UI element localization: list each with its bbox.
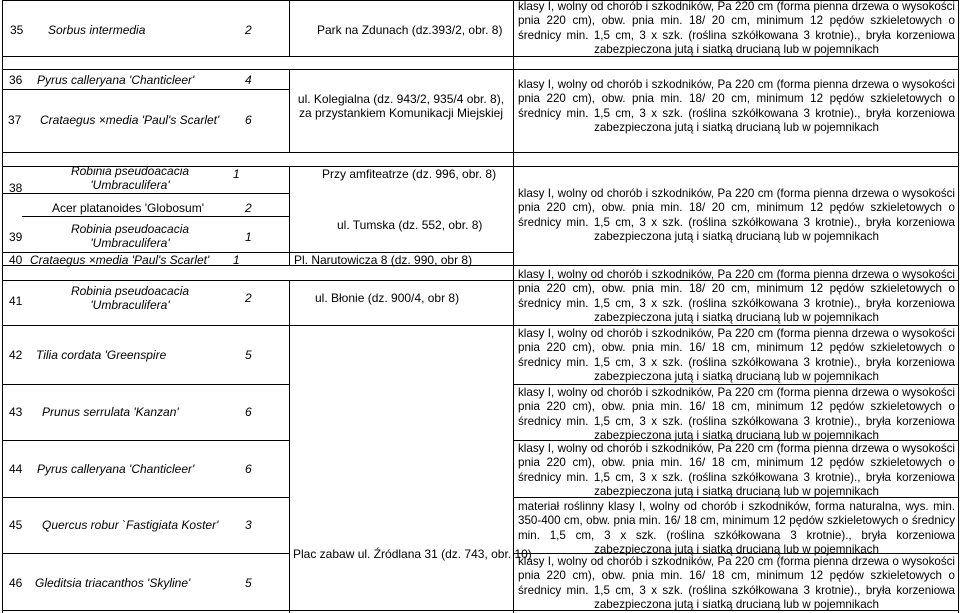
species-name: Robinia pseudoacacia 'Umbraculifera' bbox=[70, 284, 190, 312]
location: ul. Błonie (dz. 900/4, obr 8) bbox=[315, 291, 460, 305]
table-border bbox=[22, 216, 290, 217]
location: Przy amfiteatrze (dz. 996, obr. 8) bbox=[322, 167, 497, 181]
table-border bbox=[2, 553, 290, 554]
quantity: 5 bbox=[245, 576, 252, 590]
table-border bbox=[289, 69, 290, 152]
specification: materiał roślinny klasy I, wolny od chorób i szkodników, forma naturalna, wys. min. 350-400 cm, obw. pnia min. 16/ 18 cm, minimum 12 pędów szkieletowych o średnicy min. 1,5 cm, 3 x szk. (roślina szkółkowana 3 krotnie)., bryła korzeniowa zabezpieczona jutą i siatką drucianą lub w pojemnikach bbox=[518, 500, 955, 556]
table-border bbox=[2, 89, 290, 90]
row-number: 40 bbox=[9, 253, 23, 267]
quantity: 2 bbox=[245, 291, 252, 305]
species-name: Pyrus calleryana 'Chanticleer' bbox=[37, 73, 195, 87]
table-border bbox=[2, 152, 959, 153]
specification: klasy I, wolny od chorób i szkodników, Pa 220 cm (forma pienna drzewa o wysokości pnia 220 cm), obw. pnia min. 18/ 20 cm, minimum 12 pędów szkieletowych o średnicy min. 1,5 cm, 3 x szk. (roślina szkółkowana 3 krotnie)., bryła korzeniowa zabezpieczona jutą i siatką drucianą lub w pojemnikach bbox=[518, 187, 955, 243]
table-border bbox=[513, 0, 514, 613]
table-border bbox=[2, 384, 290, 385]
row-number: 38 bbox=[9, 181, 23, 195]
specification: klasy I, wolny od chorób i szkodników, Pa 220 cm (forma pienna drzewa o wysokości pnia 220 cm), obw. pnia min. 18/ 20 cm, minimum 12 pędów szkieletowych o średnicy min. 1,5 cm, 3 x szk. (roślina szkółkowana 3 krotnie)., bryła korzeniowa zabezpieczona jutą i siatką drucianą lub w pojemnikach bbox=[518, 0, 955, 56]
row-number: 37 bbox=[8, 113, 22, 127]
specification: klasy I, wolny od chorób i szkodników, Pa 220 cm (forma pienna drzewa o wysokości pnia 220 cm), obw. pnia min. 18/ 20 cm, minimum 12 pędów szkieletowych o średnicy min. 1,5 cm, 3 x szk. (roślina szkółkowana 3 krotnie)., bryła korzeniowa zabezpieczona jutą i siatką drucianą lub w pojemnikach bbox=[518, 78, 955, 134]
quantity: 3 bbox=[245, 518, 252, 532]
table-border bbox=[289, 0, 290, 56]
species-name: Acer platanoides 'Globosum' bbox=[52, 201, 204, 215]
row-number: 35 bbox=[10, 23, 24, 37]
table-border bbox=[958, 0, 959, 613]
quantity: 6 bbox=[245, 113, 252, 127]
table-border bbox=[2, 440, 290, 441]
quantity: 6 bbox=[245, 405, 252, 419]
species-name: Gleditsia triacanthos 'Skyline' bbox=[35, 576, 191, 590]
table-border bbox=[2, 0, 3, 613]
row-number: 43 bbox=[9, 405, 23, 419]
row-number: 42 bbox=[9, 348, 23, 362]
row-number: 45 bbox=[9, 518, 23, 532]
species-name: Crataegus ×media 'Paul's Scarlet' bbox=[40, 113, 220, 127]
location: Park na Zdunach (dz.393/2, obr. 8) bbox=[317, 23, 503, 37]
quantity: 1 bbox=[233, 253, 240, 267]
location: Pl. Narutowicza 8 (dz. 990, obr 8) bbox=[294, 253, 473, 267]
species-name: Prunus serrulata 'Kanzan' bbox=[42, 405, 179, 419]
species-name: Tilia cordata 'Greenspire bbox=[36, 348, 167, 362]
row-number: 44 bbox=[9, 462, 23, 476]
species-name: Crataegus ×media 'Paul's Scarlet' bbox=[30, 253, 210, 267]
location: Plac zabaw ul. Źródlana 31 (dz. 743, obr. 10) bbox=[293, 547, 532, 561]
species-name: Quercus robur `Fastigiata Koster' bbox=[42, 518, 219, 532]
specification: klasy I, wolny od chorób i szkodników, Pa 220 cm (forma pienna drzewa o wysokości pnia 220 cm), obw. pnia min. 16/ 18 cm, minimum 12 pędów szkieletowych o średnicy min. 1,5 cm, 3 x szk. (roślina szkółkowana 3 krotnie)., bryła korzeniowa zabezpieczona jutą i siatką drucianą lub w pojemnikach bbox=[518, 442, 955, 498]
location: ul. Tumska (dz. 552, obr. 8) bbox=[337, 218, 483, 232]
quantity: 2 bbox=[245, 23, 252, 37]
location: ul. Kolegialna (dz. 943/2, 935/4 obr. 8), za przystankiem Komunikacji Miejskiej bbox=[297, 92, 505, 120]
specification: klasy I, wolny od chorób i szkodników, Pa 220 cm (forma pienna drzewa o wysokości pnia 220 cm), obw. pnia min. 16/ 18 cm, minimum 12 pędów szkieletowych o średnicy min. 1,5 cm, 3 x szk. (roślina szkółkowana 3 krotnie)., bryła korzeniowa zabezpieczona jutą i siatką drucianą lub w pojemnikach bbox=[518, 327, 955, 383]
table-border bbox=[2, 497, 290, 498]
row-number: 46 bbox=[9, 576, 23, 590]
quantity: 4 bbox=[245, 73, 252, 87]
table-border bbox=[2, 69, 959, 70]
row-number: 39 bbox=[9, 230, 23, 244]
species-name: Robinia pseudoacacia 'Umbraculifera' bbox=[70, 222, 190, 250]
row-number: 41 bbox=[9, 294, 23, 308]
specification: klasy I, wolny od chorób i szkodników, Pa 220 cm (forma pienna drzewa o wysokości pnia 220 cm), obw. pnia min. 16/ 18 cm, minimum 12 pędów szkieletowych o średnicy min. 1,5 cm, 3 x szk. (roślina szkółkowana 3 krotnie)., bryła korzeniowa zabezpieczona jutą i siatką drucianą lub w pojemnikach bbox=[518, 386, 955, 442]
quantity: 5 bbox=[245, 348, 252, 362]
quantity: 1 bbox=[233, 167, 240, 181]
quantity: 6 bbox=[245, 462, 252, 476]
species-name: Robinia pseudoacacia 'Umbraculifera' bbox=[70, 164, 190, 192]
row-number: 36 bbox=[9, 73, 23, 87]
quantity: 1 bbox=[245, 230, 252, 244]
quantity: 2 bbox=[245, 201, 252, 215]
species-name: Pyrus calleryana 'Chanticleer' bbox=[37, 462, 195, 476]
species-name: Sorbus intermedia bbox=[48, 23, 146, 37]
table-border bbox=[289, 280, 290, 613]
specification: klasy I, wolny od chorób i szkodników, Pa 220 cm (forma pienna drzewa o wysokości pnia 220 cm), obw. pnia min. 18/ 20 cm, minimum 12 pędów szkieletowych o średnicy min. 1,5 cm, 3 x szk. (roślina szkółkowana 3 krotnie)., bryła korzeniowa zabezpieczona jutą i siatką drucianą lub w pojemnikach bbox=[518, 268, 955, 324]
table-border bbox=[2, 193, 290, 194]
specification: klasy I, wolny od chorób i szkodników, Pa 220 cm (forma pienna drzewa o wysokości pnia 220 cm), obw. pnia min. 16/ 18 cm, minimum 12 pędów szkieletowych o średnicy min. 1,5 cm, 3 x szk. (roślina szkółkowana 3 krotnie)., bryła korzeniowa zabezpieczona jutą i siatką drucianą lub w pojemnikach bbox=[518, 555, 955, 611]
